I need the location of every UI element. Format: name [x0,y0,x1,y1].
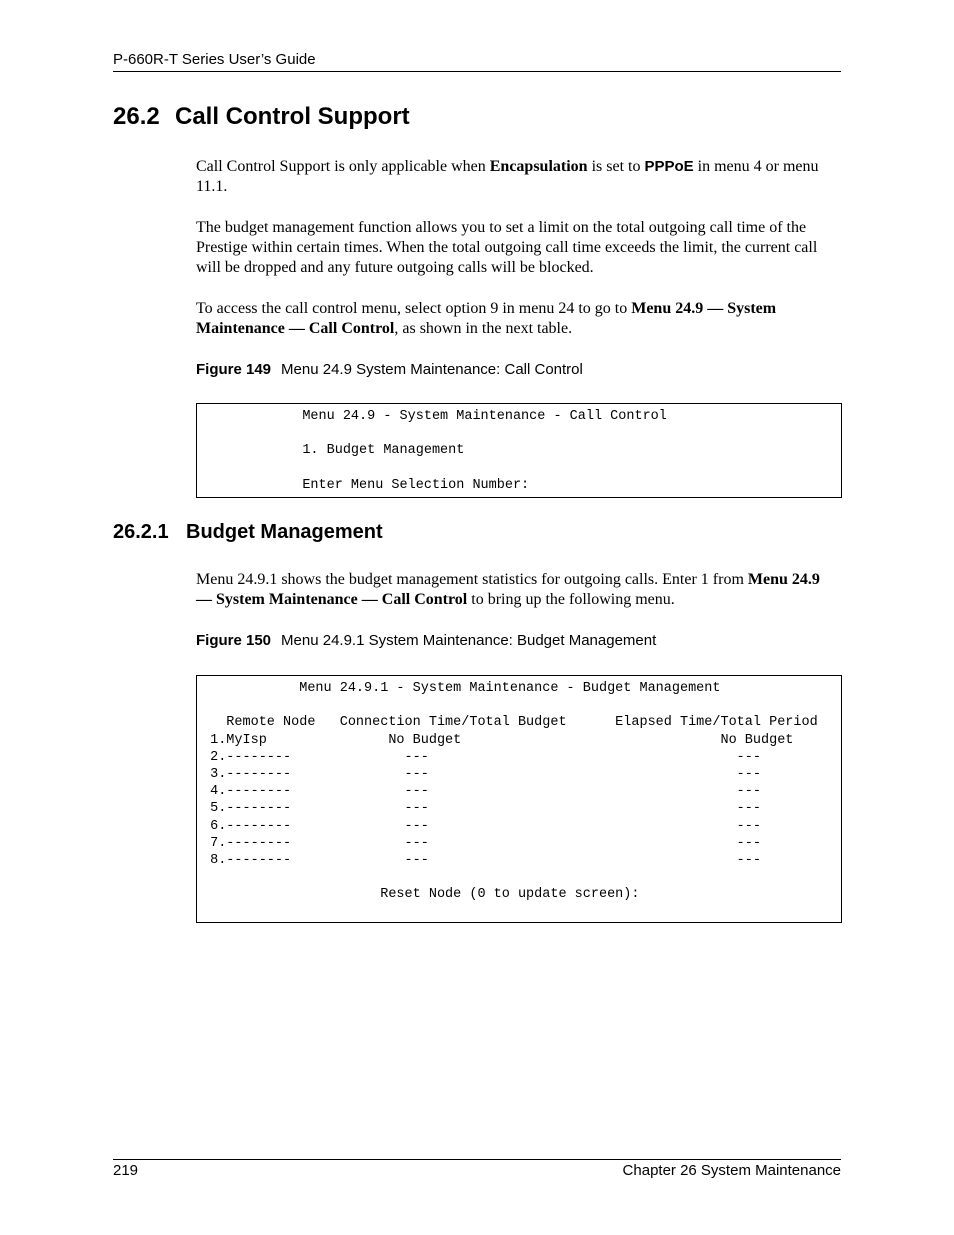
para-text: To access the call control menu, select option 9 in menu 24 to go to [196,300,632,317]
terminal-text: Menu 24.9.1 - System Maintenance - Budget Management Remote Node Connection Time/Total Budget Elapsed Time/Total Period 1.MyIsp No Budget No Budget 2.-------- --- --- 3.-------- --- --- 4.-------- --- --- 5.-------- --- --- 6.-------- --- --- 7.-------- --- --- 8.-------- --- --- Reset Node (0 to update screen): [210,681,818,903]
para-text: Menu 24.9.1 shows the budget management statistics for outgoing calls. Enter 1 from [196,571,748,588]
subsection-heading [113,521,383,544]
terminal-text: Menu 24.9 - System Maintenance - Call Control 1. Budget Management Enter Menu Selection Number: [302,409,667,493]
para-text: to bring up the following menu. [467,591,675,608]
para-bold-term: Menu 24.9 — System Maintenance — Call Control [196,571,820,608]
section-title: Call Control Support [175,103,410,130]
para-text: Call Control Support is only applicable when [196,158,490,175]
figure-label: Figure 149 [196,361,272,378]
paragraph-budget-function: The budget management function allows you to set a limit on the total outgoing call time of the Prestige within certain times. When the total outgoing call time exceeds the limit, the current call will be dropped and any future outgoing calls will be blocked. [196,219,818,276]
paragraph-encapsulation-note [196,157,836,197]
page-number: 219 [113,1162,139,1179]
para-bold-term: Menu 24.9 — System Maintenance — Call Control [196,300,777,337]
subsection-title: Budget Management [186,521,383,543]
figure-149-terminal-screen [196,403,842,498]
subsection-number: 26.2.1 [113,521,169,543]
figure-150-caption [196,632,656,649]
figure-149-caption [196,361,583,378]
figure-caption-text: Menu 24.9 System Maintenance: Call Control [281,361,583,378]
figure-150-terminal-screen [196,675,842,923]
footer-divider [113,1159,841,1160]
chapter-footer: Chapter 26 System Maintenance [622,1162,841,1179]
header-divider [113,71,841,72]
para-text: is set to [587,158,645,175]
paragraph-access-menu [196,299,836,339]
running-header: P-660R-T Series User’s Guide [113,51,316,68]
section-heading [113,103,410,131]
para-text: in menu 4 or menu 11.1. [196,158,819,195]
figure-label: Figure 150 [196,632,272,649]
para-bold-term: Encapsulation [489,158,588,175]
para-text: , as shown in the next table. [394,320,573,337]
figure-caption-text: Menu 24.9.1 System Maintenance: Budget Management [281,632,657,649]
section-number: 26.2 [113,103,160,130]
paragraph-budget-stats [196,570,836,610]
para-bold-term: PPPoE [644,158,694,175]
